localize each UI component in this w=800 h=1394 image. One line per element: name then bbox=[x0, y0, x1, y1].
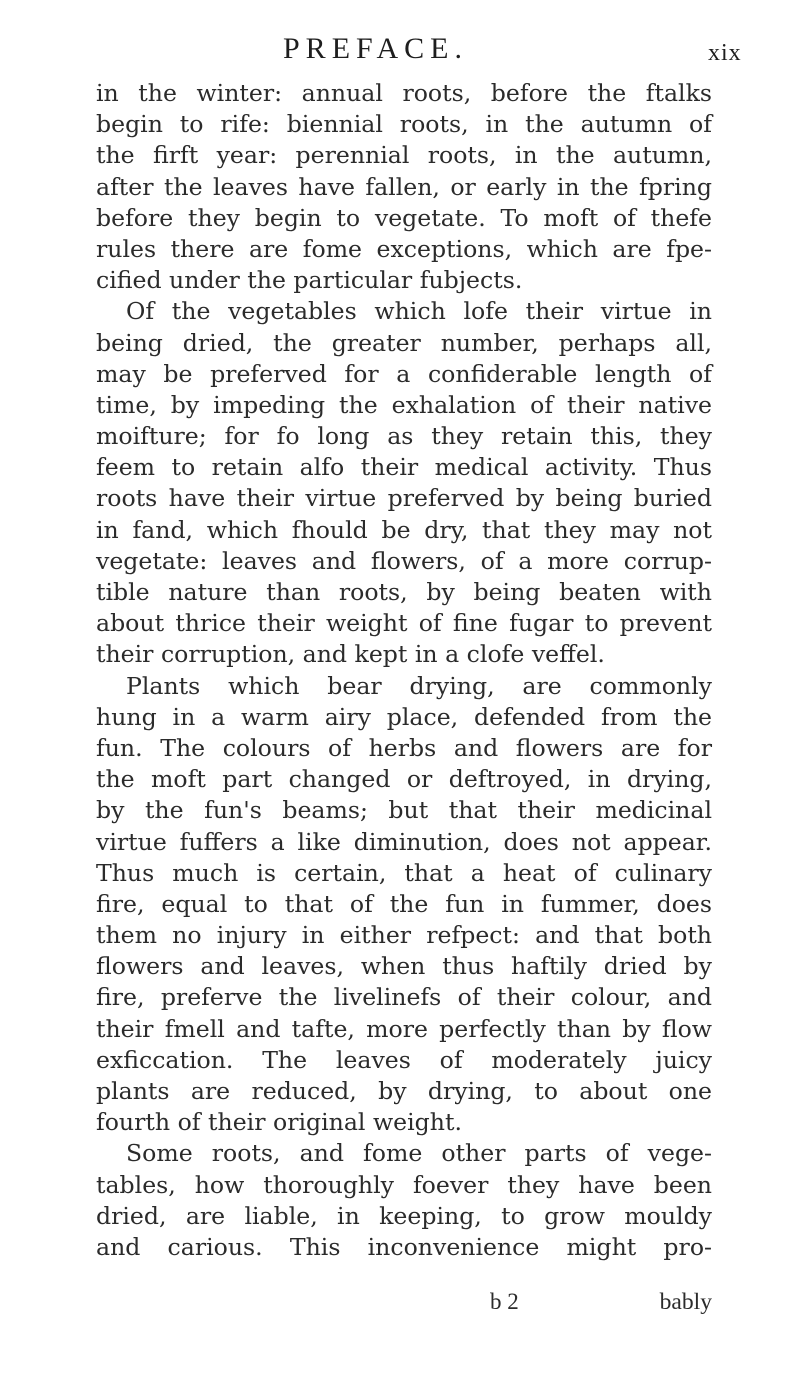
text-line: roots have their virtue preferved by being buried bbox=[96, 484, 712, 513]
text-line: plants are reduced, by drying, to about one bbox=[96, 1077, 712, 1105]
catchword: bably bbox=[659, 1289, 712, 1315]
text-line: vegetate: leaves and flowers, of a more corrup- bbox=[96, 546, 712, 575]
text-line: the firft year: perennial roots, in the autumn, bbox=[96, 141, 712, 170]
paragraph-start-line: Plants which bear drying, are commonly bbox=[126, 671, 712, 700]
text-line: hung in a warm airy place, defended from the bbox=[96, 702, 712, 731]
text-line: may be preferved for a confiderable length of bbox=[96, 359, 712, 388]
text-line: feem to retain alfo their medical activity. Thus bbox=[96, 453, 712, 482]
text-line: by the fun's beams; but that their medicinal bbox=[96, 796, 712, 825]
text-line: cified under the particular fubjects. bbox=[96, 266, 523, 295]
paragraph-start-line: Of the vegetables which lofe their virtue in bbox=[126, 297, 712, 326]
text-line: in fand, which fhould be dry, that they may not bbox=[96, 515, 712, 544]
text-line: fire, equal to that of the fun in fummer, does bbox=[96, 889, 712, 918]
body-text bbox=[96, 78, 712, 1263]
text-line: about thrice their weight of fine fugar to prevent bbox=[96, 609, 712, 638]
text-line: them no injury in either refpect: and that both bbox=[96, 921, 712, 950]
text-line: in the winter: annual roots, before the ftalks bbox=[96, 79, 712, 107]
text-line: moifture; for fo long as they retain this, they bbox=[96, 422, 712, 451]
signature-mark: b 2 bbox=[490, 1289, 519, 1314]
text-line: virtue fuffers a like diminution, does not appear. bbox=[96, 827, 712, 856]
text-line: tables, how thoroughly foever they have been bbox=[96, 1170, 712, 1199]
page-footer bbox=[96, 1286, 712, 1318]
text-line: rules there are fome exceptions, which are fpe- bbox=[96, 234, 712, 263]
text-line: fun. The colours of herbs and flowers are for bbox=[96, 733, 712, 762]
text-line: exficcation. The leaves of moderately juicy bbox=[96, 1045, 712, 1074]
running-title: PREFACE. bbox=[283, 32, 468, 65]
text-line: dried, are liable, in keeping, to grow mouldy bbox=[96, 1201, 712, 1230]
text-line: their corruption, and kept in a clofe veffel. bbox=[96, 640, 605, 669]
text-line: and carious. This inconvenience might pro- bbox=[96, 1232, 712, 1261]
text-line: begin to rife: biennial roots, in the autumn of bbox=[96, 110, 712, 139]
text-line: being dried, the greater number, perhaps all, bbox=[96, 328, 712, 357]
text-line: flowers and leaves, when thus haftily dried by bbox=[96, 952, 712, 981]
text-line: time, by impeding the exhalation of their native bbox=[96, 390, 712, 419]
page-header bbox=[0, 32, 800, 72]
text-line: fire, preferve the livelinefs of their colour, and bbox=[96, 983, 712, 1012]
text-line: tible nature than roots, by being beaten with bbox=[96, 578, 712, 606]
text-line: before they begin to vegetate. To moft of thefe bbox=[96, 203, 712, 232]
text-line: their fmell and tafte, more perfectly than by flow bbox=[96, 1014, 712, 1043]
text-line: after the leaves have fallen, or early in the fpring bbox=[96, 172, 712, 201]
page-number: xix bbox=[708, 40, 742, 66]
paragraph-start-line: Some roots, and fome other parts of vege- bbox=[126, 1139, 712, 1168]
text-line: fourth of their original weight. bbox=[96, 1108, 462, 1137]
text-line: Thus much is certain, that a heat of culinary bbox=[96, 858, 712, 887]
text-line: the moft part changed or deftroyed, in drying, bbox=[96, 765, 712, 794]
